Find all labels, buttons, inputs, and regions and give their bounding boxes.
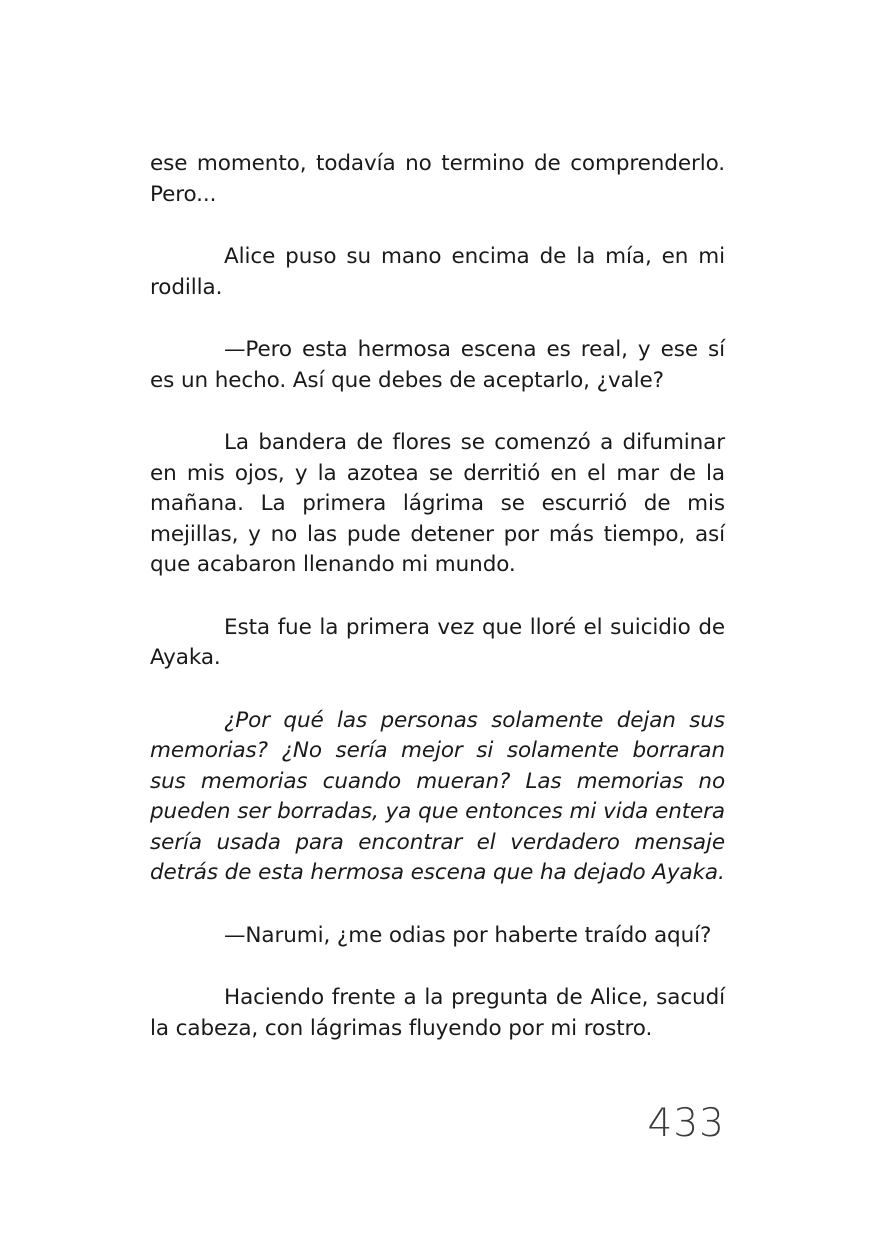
paragraph-3: —Pero esta hermosa escena es real, y ese sí es un hecho. Así que debes de aceptarlo, ¿vale?: [150, 337, 725, 393]
page-body: [150, 149, 725, 1076]
paragraph-6-italic: ¿Por qué las personas solamente dejan sus memorias? ¿No sería mejor si solamente borraran sus memorias cuando mueran? Las memorias no pueden ser borradas, ya que entonces mi vida entera sería usada para encontrar el verdadero mensaje detrás de esta hermosa escena que ha dejado Ayaka.: [150, 707, 725, 885]
paragraph-7: —Narumi, ¿me odias por haberte traído aquí?: [224, 922, 712, 948]
page-number: 433: [647, 1101, 725, 1146]
paragraph-8: Haciendo frente a la pregunta de Alice, sacudí la cabeza, con lágrimas fluyendo por mi rostro.: [150, 985, 725, 1041]
paragraph-4: La bandera de flores se comenzó a difuminar en mis ojos, y la azotea se derritió en el mar de la mañana. La primera lágrima se escurrió de mis mejillas, y no las pude detener por más tiempo, así que acabaron llenando mi mundo.: [150, 430, 725, 577]
paragraph-2: Alice puso su mano encima de la mía, en mi rodilla.: [150, 244, 725, 300]
paragraph-5: Esta fue la primera vez que lloré el suicidio de Ayaka.: [150, 614, 725, 670]
paragraph-1: ese momento, todavía no termino de comprenderlo. Pero...: [150, 151, 725, 207]
